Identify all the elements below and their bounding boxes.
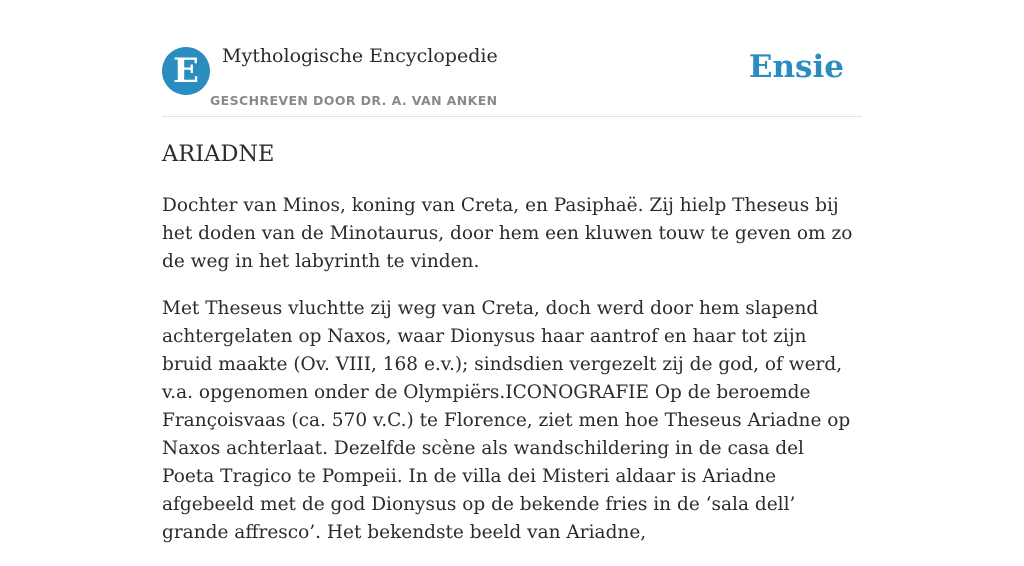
book-logo[interactable]: E <box>162 47 210 95</box>
book-title-link[interactable]: Mythologische Encyclopedie <box>222 45 498 67</box>
author-line: GESCHREVEN DOOR DR. A. VAN ANKEN <box>210 93 498 108</box>
article-title: ARIADNE <box>162 141 275 167</box>
header <box>162 40 862 117</box>
ensie-brand-logo[interactable]: Ensie <box>748 49 844 85</box>
article <box>162 138 862 566</box>
article-paragraph: Dochter van Minos, koning van Creta, en Pasiphaë. Zij hielp Theseus bij het doden van de Minotaurus, door hem een kluwen touw te geven om zo de weg in het labyrinth te vinden. <box>162 195 853 272</box>
article-paragraph: Met Theseus vluchtte zij weg van Creta, doch werd door hem slapend achtergelaten op Naxos, waar Dionysus haar aantrof en haar tot zijn bruid maakte (Ov. VIII, 168 e.v.); sindsdien vergezelt zij de god, of werd, v.a. opgenomen onder de Olympiërs.ICONOGRAFIE Op de beroemde Françoisvaas (ca. 570 v.C.) te Florence, ziet men hoe Theseus Ariadne op Naxos achterlaat. Dezelfde scène als wandschildering in de casa del Poeta Tragico te Pompeii. In de villa dei Misteri aldaar is Ariadne afgebeeld met de god Dionysus op de bekende fries in de ‘sala dell’ grande affresco’. Het bekendste beeld van Ariadne, <box>162 298 851 543</box>
